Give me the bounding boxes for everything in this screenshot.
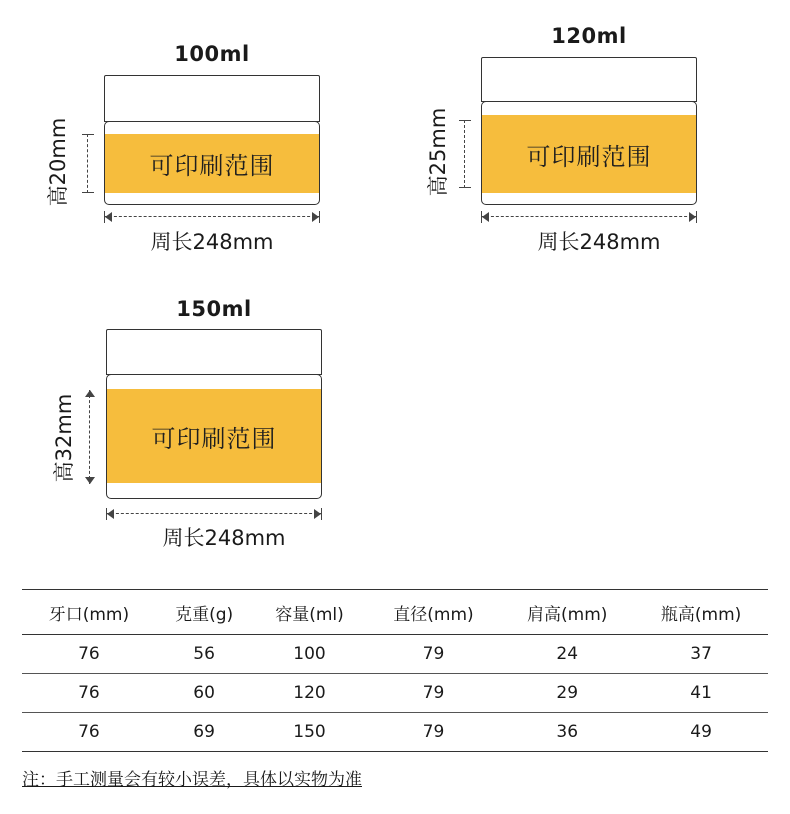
table-cell: 76	[22, 635, 156, 674]
footnote-text: 手工测量会有较小误差，具体以实物为准	[56, 770, 362, 790]
printable-area-label: 可印刷范围	[526, 142, 652, 171]
header-weight: 克重(g)	[156, 590, 253, 635]
table-cell: 120	[252, 674, 366, 713]
circumference-label: 周长248mm	[537, 230, 661, 254]
header-mouth: 牙口(mm)	[22, 590, 156, 635]
jar-lid	[106, 329, 322, 375]
circumference-dimension-marker	[104, 211, 320, 223]
printable-area	[482, 115, 696, 193]
printable-area	[105, 134, 319, 193]
table-cell: 41	[634, 674, 768, 713]
height-dimension-marker	[459, 120, 471, 188]
header-diameter: 直径(mm)	[367, 590, 501, 635]
spec-table	[22, 589, 768, 752]
jar-lid	[481, 57, 697, 102]
printable-area	[107, 389, 321, 483]
table-cell: 79	[367, 674, 501, 713]
table-cell: 79	[367, 635, 501, 674]
height-dimension-marker	[84, 390, 96, 484]
table-cell: 24	[500, 635, 634, 674]
table-row	[22, 674, 768, 713]
header-capacity: 容量(ml)	[252, 590, 366, 635]
printable-area-label: 可印刷范围	[149, 152, 275, 180]
height-label: 高20mm	[46, 117, 70, 207]
table-cell: 36	[500, 713, 634, 752]
circumference-label: 周长248mm	[150, 230, 274, 254]
jar-lid	[104, 75, 320, 122]
jar-body	[106, 374, 322, 499]
jar-body	[104, 121, 320, 205]
table-cell: 76	[22, 674, 156, 713]
header-bottle-height: 瓶高(mm)	[634, 590, 768, 635]
table-row	[22, 713, 768, 752]
table-cell: 37	[634, 635, 768, 674]
table-cell: 69	[156, 713, 253, 752]
table-cell: 100	[252, 635, 366, 674]
table-cell: 49	[634, 713, 768, 752]
height-label: 高25mm	[426, 107, 450, 197]
height-dimension-marker	[82, 134, 94, 193]
table-cell: 56	[156, 635, 253, 674]
jar-body	[481, 101, 697, 205]
table-cell: 76	[22, 713, 156, 752]
table-cell: 150	[252, 713, 366, 752]
table-row	[22, 635, 768, 674]
circumference-dimension-marker	[481, 211, 697, 223]
jar-title: 100ml	[174, 42, 250, 66]
table-cell: 29	[500, 674, 634, 713]
table-cell: 79	[367, 713, 501, 752]
printable-area-label: 可印刷范围	[151, 424, 277, 453]
jar-title: 150ml	[176, 297, 252, 321]
table-cell: 60	[156, 674, 253, 713]
footnote	[22, 765, 362, 790]
footnote-prefix: 注：	[22, 770, 56, 790]
height-label: 高32mm	[52, 393, 76, 483]
jar-title: 120ml	[551, 24, 627, 48]
table-header-row	[22, 590, 768, 635]
circumference-dimension-marker	[106, 508, 322, 520]
circumference-label: 周长248mm	[162, 526, 286, 550]
header-shoulder-height: 肩高(mm)	[500, 590, 634, 635]
